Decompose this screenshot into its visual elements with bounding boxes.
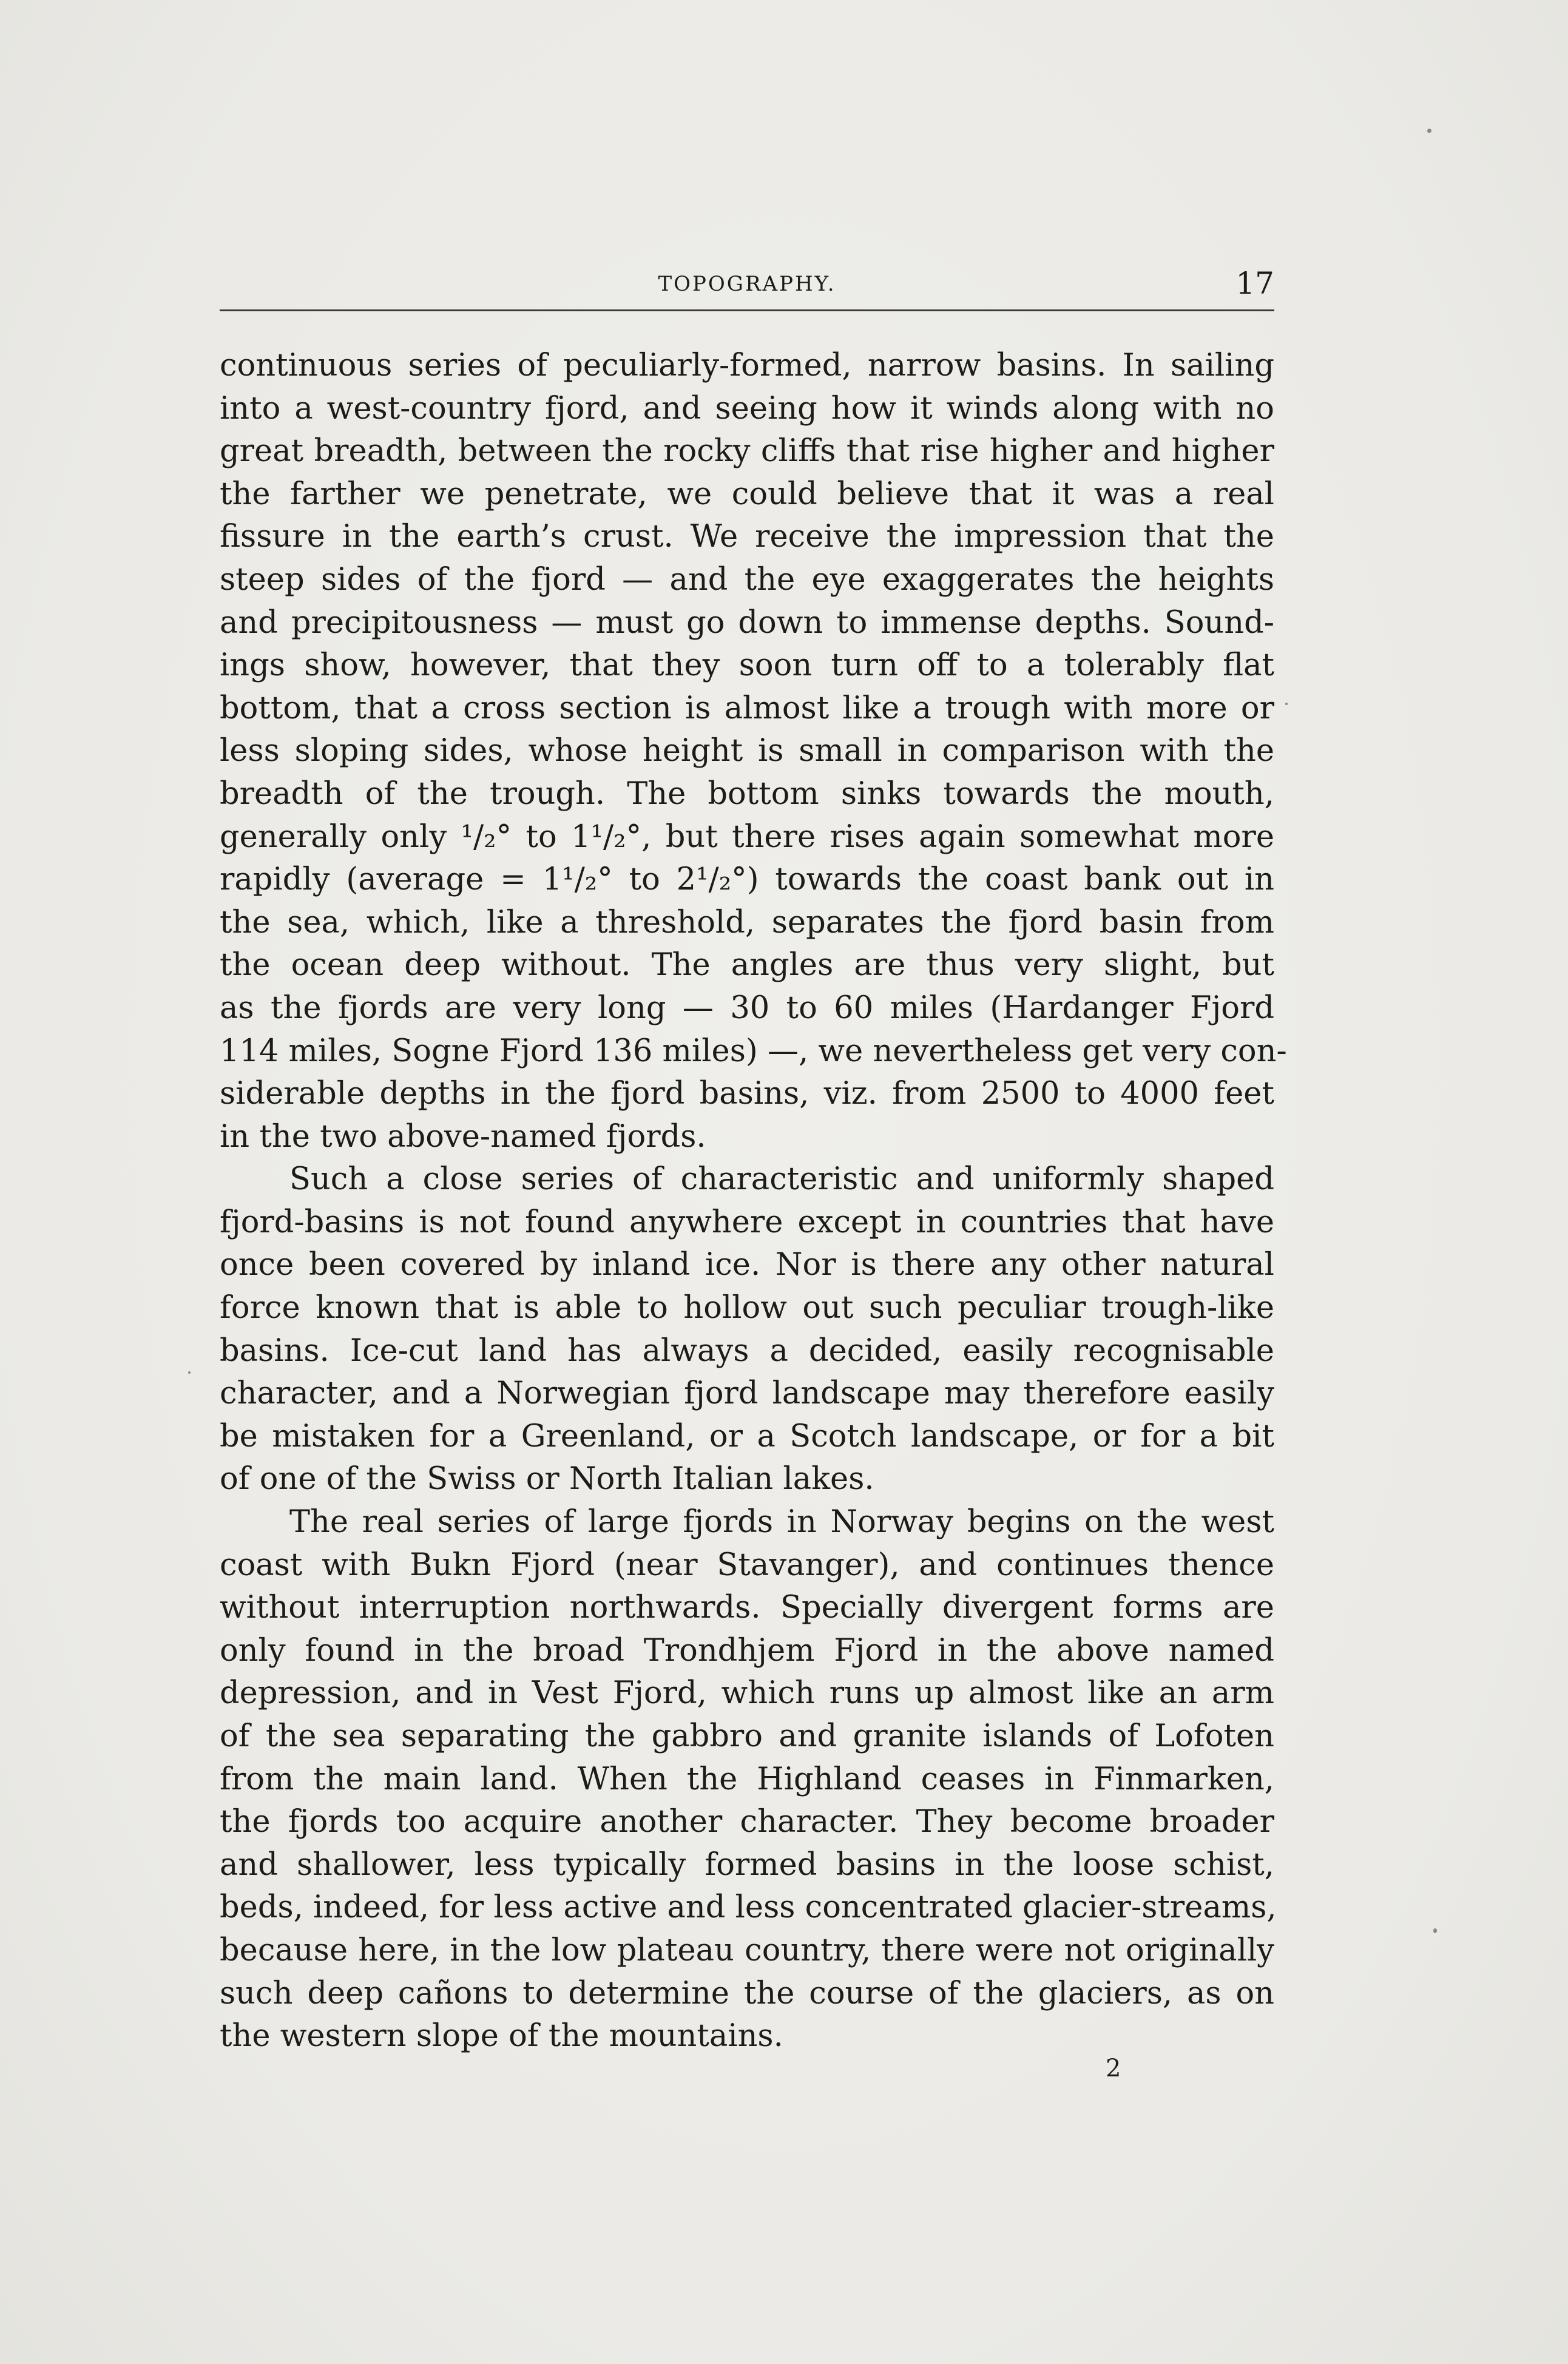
text-line: of one of the Swiss or North Italian lakes. bbox=[220, 1461, 874, 1498]
text-line: only found in the broad Trondhjem Fjord in the above named bbox=[220, 1632, 1274, 1669]
text-line: breadth of the trough. The bottom sinks towards the mouth, bbox=[220, 775, 1274, 812]
paper-speck bbox=[1285, 703, 1288, 705]
signature-mark: 2 bbox=[1106, 2055, 1121, 2082]
text-line: the fjords too acquire another character. They become broader bbox=[220, 1804, 1274, 1840]
text-line: the sea, which, like a threshold, separates the fjord basin from bbox=[220, 904, 1274, 941]
text-line: great breadth, between the rocky cliffs that rise higher and higher bbox=[220, 433, 1274, 470]
paper-speck bbox=[188, 1371, 191, 1374]
text-line: of the sea separating the gabbro and granite islands of Lofoten bbox=[220, 1718, 1274, 1754]
paper-speck bbox=[1433, 1928, 1437, 1933]
text-line: because here, in the low plateau country, there were not originally bbox=[220, 1932, 1274, 1968]
page-number: 17 bbox=[1235, 266, 1274, 301]
text-line: fjord-basins is not found anywhere except in countries that have bbox=[220, 1204, 1274, 1240]
page-header bbox=[220, 261, 1274, 311]
text-line: and precipitousness — must go down to immense depths. Sound- bbox=[220, 604, 1274, 641]
text-line: be mistaken for a Greenland, or a Scotch landscape, or for a bit bbox=[220, 1418, 1274, 1454]
text-line: less sloping sides, whose height is small in comparison with the bbox=[220, 733, 1274, 769]
text-line: depression, and in Vest Fjord, which runs up almost like an arm bbox=[220, 1675, 1274, 1712]
text-line: in the two above-named fjords. bbox=[220, 1118, 706, 1155]
running-title: TOPOGRAPHY. bbox=[658, 272, 836, 296]
text-line: from the main land. When the Highland ceases in Finmarken, bbox=[220, 1761, 1274, 1797]
text-line: continuous series of peculiarly-formed, narrow basins. In sailing bbox=[220, 348, 1274, 383]
text-line: fissure in the earth’s crust. We receive the impression that the bbox=[220, 519, 1274, 555]
text-line: such deep cañons to determine the course of the glaciers, as on bbox=[220, 1975, 1274, 2011]
paper-speck bbox=[1427, 129, 1431, 133]
text-line: generally only ¹/₂° to 1¹/₂°, but there rises again somewhat more bbox=[220, 819, 1274, 855]
text-line: into a west-country fjord, and seeing how it winds along with no bbox=[220, 390, 1274, 427]
text-line: once been covered by inland ice. Nor is there any other natural bbox=[220, 1247, 1274, 1283]
text-line: basins. Ice-cut land has always a decided, easily recognisable bbox=[220, 1332, 1274, 1369]
text-line: siderable depths in the fjord basins, viz. from 2500 to 4000 feet bbox=[220, 1076, 1274, 1112]
body-text bbox=[220, 345, 1287, 2058]
text-line: Such a close series of characteristic and uniformly shaped bbox=[289, 1161, 1274, 1198]
text-line: rapidly (average = 1¹/₂° to 2¹/₂°) towards the coast bank out in bbox=[220, 862, 1274, 898]
text-line: beds, indeed, for less active and less concentrated glacier-streams, bbox=[220, 1890, 1277, 1926]
text-line: steep sides of the fjord — and the eye exaggerates the heights bbox=[220, 561, 1274, 598]
text-line: and shallower, less typically formed basins in the loose schist, bbox=[220, 1846, 1274, 1883]
text-line: bottom, that a cross section is almost like a trough with more or bbox=[220, 690, 1274, 726]
text-line: force known that is able to hollow out such peculiar trough-like bbox=[220, 1290, 1274, 1326]
text-line: The real series of large fjords in Norway begins on the west bbox=[289, 1504, 1274, 1541]
text-line: the western slope of the mountains. bbox=[220, 2018, 783, 2055]
text-line: character, and a Norwegian fjord landscape may therefore easily bbox=[220, 1376, 1274, 1412]
text-line: as the fjords are very long — 30 to 60 miles (Hardanger Fjord bbox=[220, 990, 1274, 1026]
text-line: the farther we penetrate, we could believe that it was a real bbox=[220, 476, 1274, 512]
text-line: the ocean deep without. The angles are thus very slight, but bbox=[220, 947, 1274, 984]
text-line: without interruption northwards. Specially divergent forms are bbox=[220, 1590, 1274, 1626]
text-line: 114 miles, Sogne Fjord 136 miles) —, we nevertheless get very con- bbox=[220, 1033, 1287, 1069]
text-line: ings show, however, that they soon turn off to a tolerably flat bbox=[220, 647, 1274, 684]
text-line: coast with Bukn Fjord (near Stavanger), and continues thence bbox=[220, 1547, 1274, 1583]
